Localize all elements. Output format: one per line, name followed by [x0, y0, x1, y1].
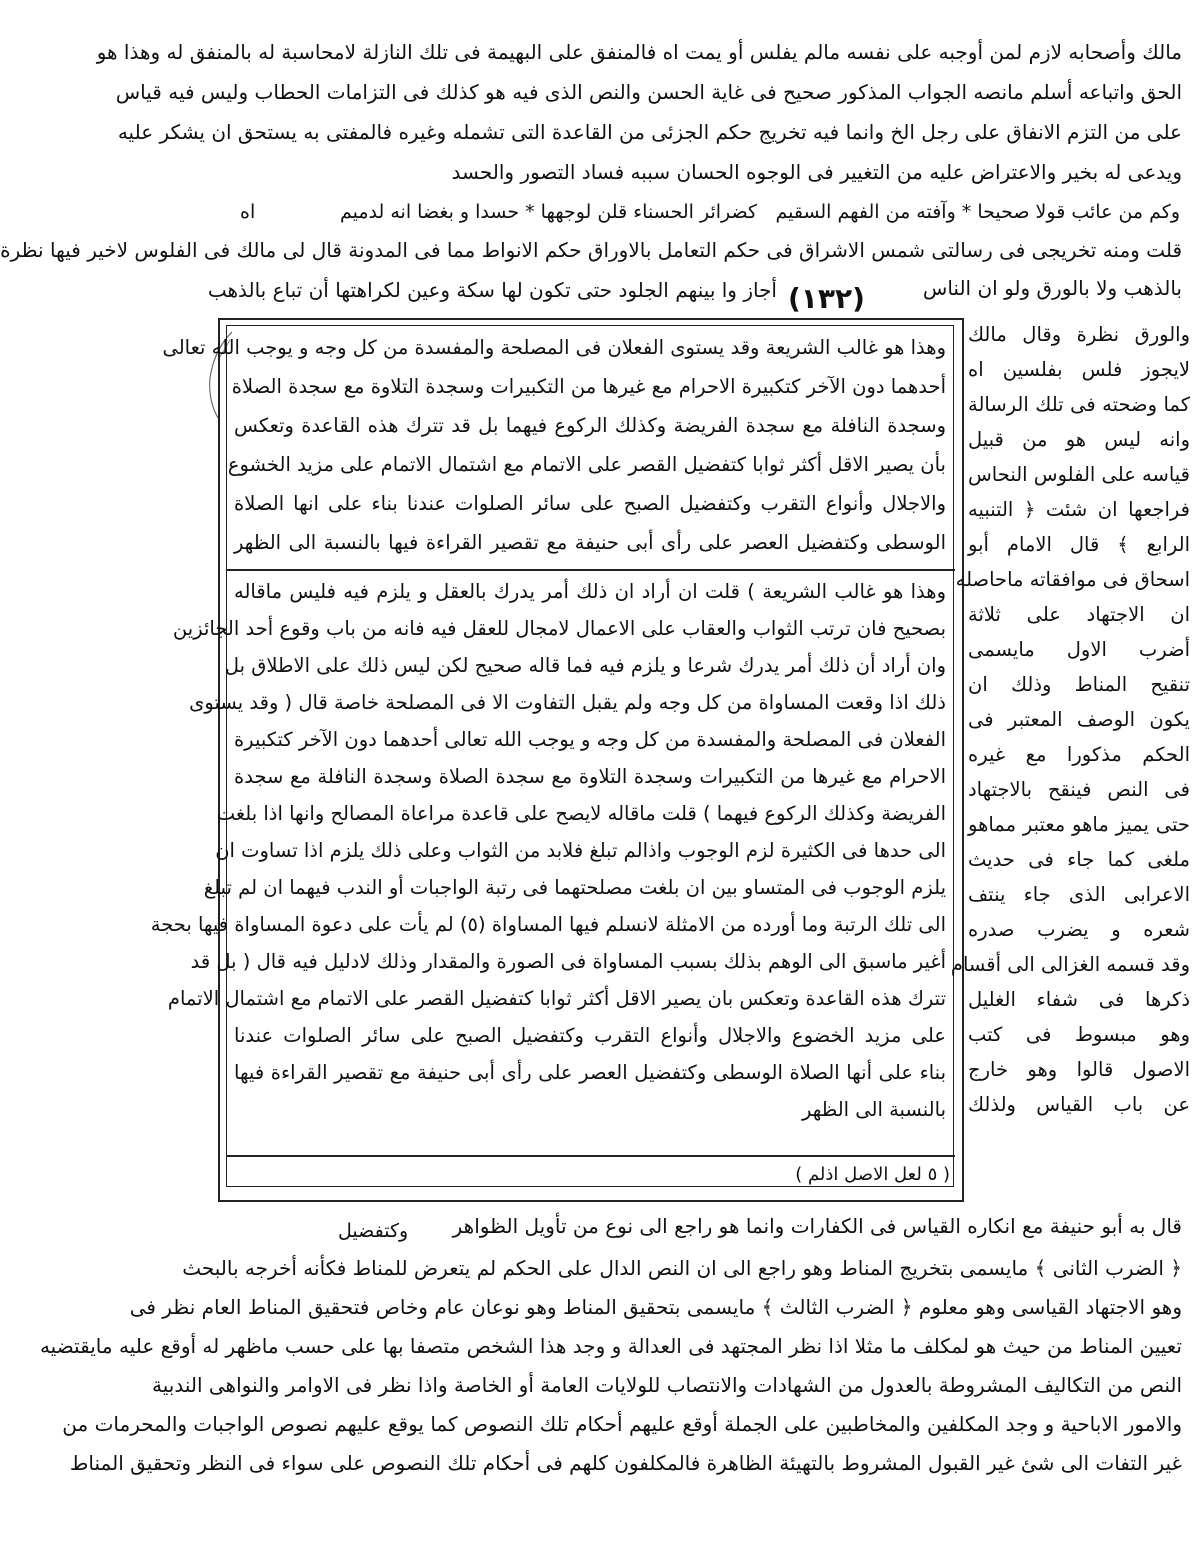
- matn-line: وسجدة النافلة مع سجدة الفريضة وكذلك الركوع فيهما بل قد تترك هذه القاعدة وتعكس: [234, 414, 946, 437]
- verse-hemistich-left: كضرائر الحسناء قلن لوجهها * حسدا و بغضا انه لدميم: [340, 201, 758, 223]
- side-line: يكون الوصف المعتبر فى: [968, 708, 1190, 731]
- top-line: ويدعى له بخير والاعتراض عليه من التغيير فى الوجوه الحسان سببه فساد التصور والحسد: [451, 160, 1182, 184]
- hashiya-line: الفريضة وكذلك الركوع فيهما ) قلت ماقاله لايصح على قاعدة مراعاة المصالح وانها اذا بلغت: [216, 802, 946, 825]
- hashiya-line: بناء على أنها الصلاة الوسطى وكتفضيل العصر على رأى أبى حنيفة مع تقصير القراءة فيها: [234, 1061, 946, 1084]
- side-line: الرابع ﴾ قال الامام أبو: [968, 533, 1190, 556]
- side-line: الاصول قالوا وهو خارج: [968, 1058, 1190, 1081]
- side-line: عن باب القياس ولذلك: [968, 1093, 1190, 1116]
- side-line: فراجعها ان شئت ﴿ التنبيه: [968, 498, 1190, 521]
- side-line: قياسه على الفلوس النحاس: [967, 463, 1190, 486]
- hashiya-line: بالنسبة الى الظهر: [801, 1098, 946, 1121]
- bottom-line: والامور الاباحية و وجد المكلفين والمخاطبين على الجملة أوقع عليهم أحكام تلك النصوص كما يوقع عليهم نصوص الواجبات والمحرمات من: [62, 1412, 1182, 1436]
- side-line: كما وضحته فى تلك الرسالة: [968, 393, 1190, 416]
- hashiya-line: بصحيح فان ترتب الثواب والعقاب على الاعمال لامجال للعقل فيه فانه من باب وقوع أحد الجائزين: [172, 617, 946, 640]
- matn-line: الوسطى وكتفضيل العصر على رأى أبى حنيفة مع تقصير القراءة فيها بالنسبة الى الظهر: [234, 531, 946, 554]
- side-line: لايجوز فلس بفلسين اه: [968, 358, 1190, 381]
- matn-line: بأن يصير الاقل أكثر ثوابا كتفضيل القصر على الاتمام مع اشتمال الاتمام على مزيد الخشوع: [227, 453, 946, 476]
- side-line: حتى يميز ماهو معتبر مماهو: [968, 813, 1190, 836]
- bottom-line: غير التفات الى شئ غير القبول المشروط بالتهيئة الظاهرة فالمكلفون كلهم فى أحكام تلك النصوص على سواء فى النظر وتحقيق المناط: [69, 1451, 1182, 1475]
- side-line: ملغى كما جاء فى حديث: [968, 848, 1190, 871]
- hashiya-line: الفعلان فى المصلحة والمفسدة من كل وجه و يوجب الله تعالى أحدهما دون الآخر كتكبيرة: [233, 728, 946, 751]
- top-line: الحق واتباعه أسلم مانصه الجواب المذكور صحيح فى غاية الحسن والنص الذى فيه هو كذلك فى التزامات الحطاب وليس فيه قياس: [115, 80, 1182, 104]
- side-line: تنقيح المناط وذلك ان: [968, 673, 1190, 696]
- hashiya-line: على مزيد الخضوع والاجلال وأنواع التقرب وكتفضيل الصبح على سائر الصلوات عندنا: [234, 1024, 946, 1047]
- side-line: أضرب الاول مايسمى: [968, 638, 1190, 661]
- bottom-line: تعيين المناط من حيث هو لمكلف ما مثلا اذا نظر المجتهد فى العدالة و وجد هذا الشخص متصفا بها على حسب ماظهر له أوقع عليه مايقتضيه: [39, 1334, 1182, 1358]
- pre-box-line: قلت ومنه تخريجى فى رسالتى شمس الاشراق فى حكم التعامل بالاوراق حكم الانواط مما فى المدونة قال لى مالك فى الفلوس لاخير فيها نظرة: [0, 238, 1182, 262]
- bottom-line: ﴿ الضرب الثانى ﴾ مايسمى بتخريج المناط وهو راجع الى ان النص الدال على الحكم لم يتعرض للمناط فكأنه أخرجه بالبحث: [182, 1256, 1182, 1280]
- hashiya-line: يلزم الوجوب فى المتساو بين ان بلغت مصلحتهما فى رتبة الواجبات أو الندب فيهما ان لم تبلغ: [203, 876, 946, 899]
- bottom-line: النص من التكاليف المشروطة بالعدول من الشهادات والانتصاب للولايات العامة أو الخاصة واذا نظر فى الاوامر والنواهى الندبية: [152, 1373, 1182, 1397]
- side-line: وانه ليس هو من قبيل: [968, 428, 1190, 451]
- top-line: مالك وأصحابه لازم لمن أوجبه على نفسه مالم يفلس أو يمت اه فالمنفق على البهيمة فى تلك النازلة لامحاسبة له بالمنفق له وهذا هو: [96, 40, 1182, 64]
- side-line: الاعرابى الذى جاء ينتف: [968, 883, 1190, 906]
- hashiya-line: وهذا هو غالب الشريعة ) قلت ان أراد ان ذلك أمر يدرك بالعقل و يلزم فيه فليس ماقاله: [234, 580, 946, 603]
- hashiya-line: تترك هذه القاعدة وتعكس بان يصير الاقل أكثر ثوابا كتفضيل القصر على الاتمام مع اشتمال الاتمام: [167, 987, 946, 1010]
- matn-line: والاجلال وأنواع التقرب وكتفضيل الصبح على سائر الصلوات عندنا بناء على انها الصلاة: [234, 492, 946, 515]
- pre-box-tail: أجاز وا بينهم الجلود حتى تكون لها سكة وعين لكراهتها أن تباع بالذهب: [207, 278, 777, 302]
- side-line: اسحاق فى موافقاته ماحاصله: [955, 568, 1190, 591]
- side-line: ذكرها فى شفاء الغليل: [968, 988, 1190, 1011]
- matn-line: وهذا هو غالب الشريعة وقد يستوى الفعلان فى المصلحة والمفسدة من كل وجه و يوجب الله تعالى: [162, 336, 946, 359]
- hashiya-line: وان أراد أن ذلك أمر يدرك شرعا و يلزم فيه فما قاله صحيح لكن ليس ذلك على الاطلاق بل: [224, 654, 946, 677]
- top-line: على من التزم الانفاق على رجل الخ وانما فيه تخريج حكم الجزئى من القاعدة التى تشمله وغيره فالمفتى به يستحق ان يشكر عليه: [117, 120, 1182, 144]
- side-line: وهو مبسوط فى كتب: [968, 1023, 1190, 1046]
- pre-box-line: بالذهب ولا بالورق ولو ان الناس: [922, 276, 1182, 300]
- verse-hemistich-right: وكم من عائب قولا صحيحا * وآفته من الفهم السقيم: [775, 201, 1180, 223]
- hashiya-line: أغير ماسبق الى الوهم بذلك بسبب المساواة فى الصورة والمقدار وذلك لادليل فيه قال ( بل قد: [190, 950, 946, 973]
- side-line: وقد قسمه الغزالى الى أقسام: [950, 953, 1190, 976]
- side-line: شعره و يضرب صدره: [968, 918, 1190, 941]
- hashiya-line: ذلك اذا وقعت المساواة من كل وجه ولم يقبل التفاوت الا فى المصلحة خاصة قال ( وقد يستوى: [189, 691, 946, 714]
- hashiya-line: الى تلك الرتبة وما أورده من الامثلة لانسلم فيها المساواة (٥) لم يأت على دعوة المساواة فيها بحجة: [150, 913, 946, 936]
- box-divider: [226, 569, 955, 571]
- bottom-line: قال به أبو حنيفة مع انكاره القياس فى الكفارات وانما هو راجع الى نوع من تأويل الظواهر: [452, 1214, 1182, 1238]
- side-line: الحكم مذكورا مع غيره: [968, 743, 1190, 766]
- bottom-line: وهو الاجتهاد القياسى وهو معلوم ﴿ الضرب الثالث ﴾ مايسمى بتحقيق المناط وهو نوعان عام وخاص فتحقيق المناط العام نظر فى: [129, 1295, 1182, 1319]
- verse-end-mark: اه: [240, 201, 256, 223]
- page-number: (١٣٢): [788, 282, 865, 315]
- side-line: ان الاجتهاد على ثلاثة: [968, 603, 1190, 626]
- bottom-keyword: وكتفضيل: [338, 1220, 409, 1242]
- matn-line: أحدهما دون الآخر كتكبيرة الاحرام مع غيرها من التكبيرات وسجدة التلاوة مع سجدة الصلاة: [231, 375, 946, 398]
- poetry-verse: [240, 198, 1180, 226]
- footnote-divider: [226, 1155, 955, 1157]
- side-line: فى النص فينقح بالاجتهاد: [968, 778, 1190, 801]
- footnote: ( ٥ لعل الاصل اذلم ): [795, 1164, 950, 1185]
- hashiya-line: الاحرام مع غيرها من التكبيرات وسجدة التلاوة مع سجدة الصلاة وسجدة النافلة مع سجدة: [234, 765, 946, 788]
- hashiya-line: الى حدها فى الكثيرة لزم الوجوب واذالم تبلغ فلابد من الثواب وعلى ذلك يلزم اذا تساوت ان: [215, 839, 946, 862]
- side-line: والورق نظرة وقال مالك: [968, 323, 1190, 346]
